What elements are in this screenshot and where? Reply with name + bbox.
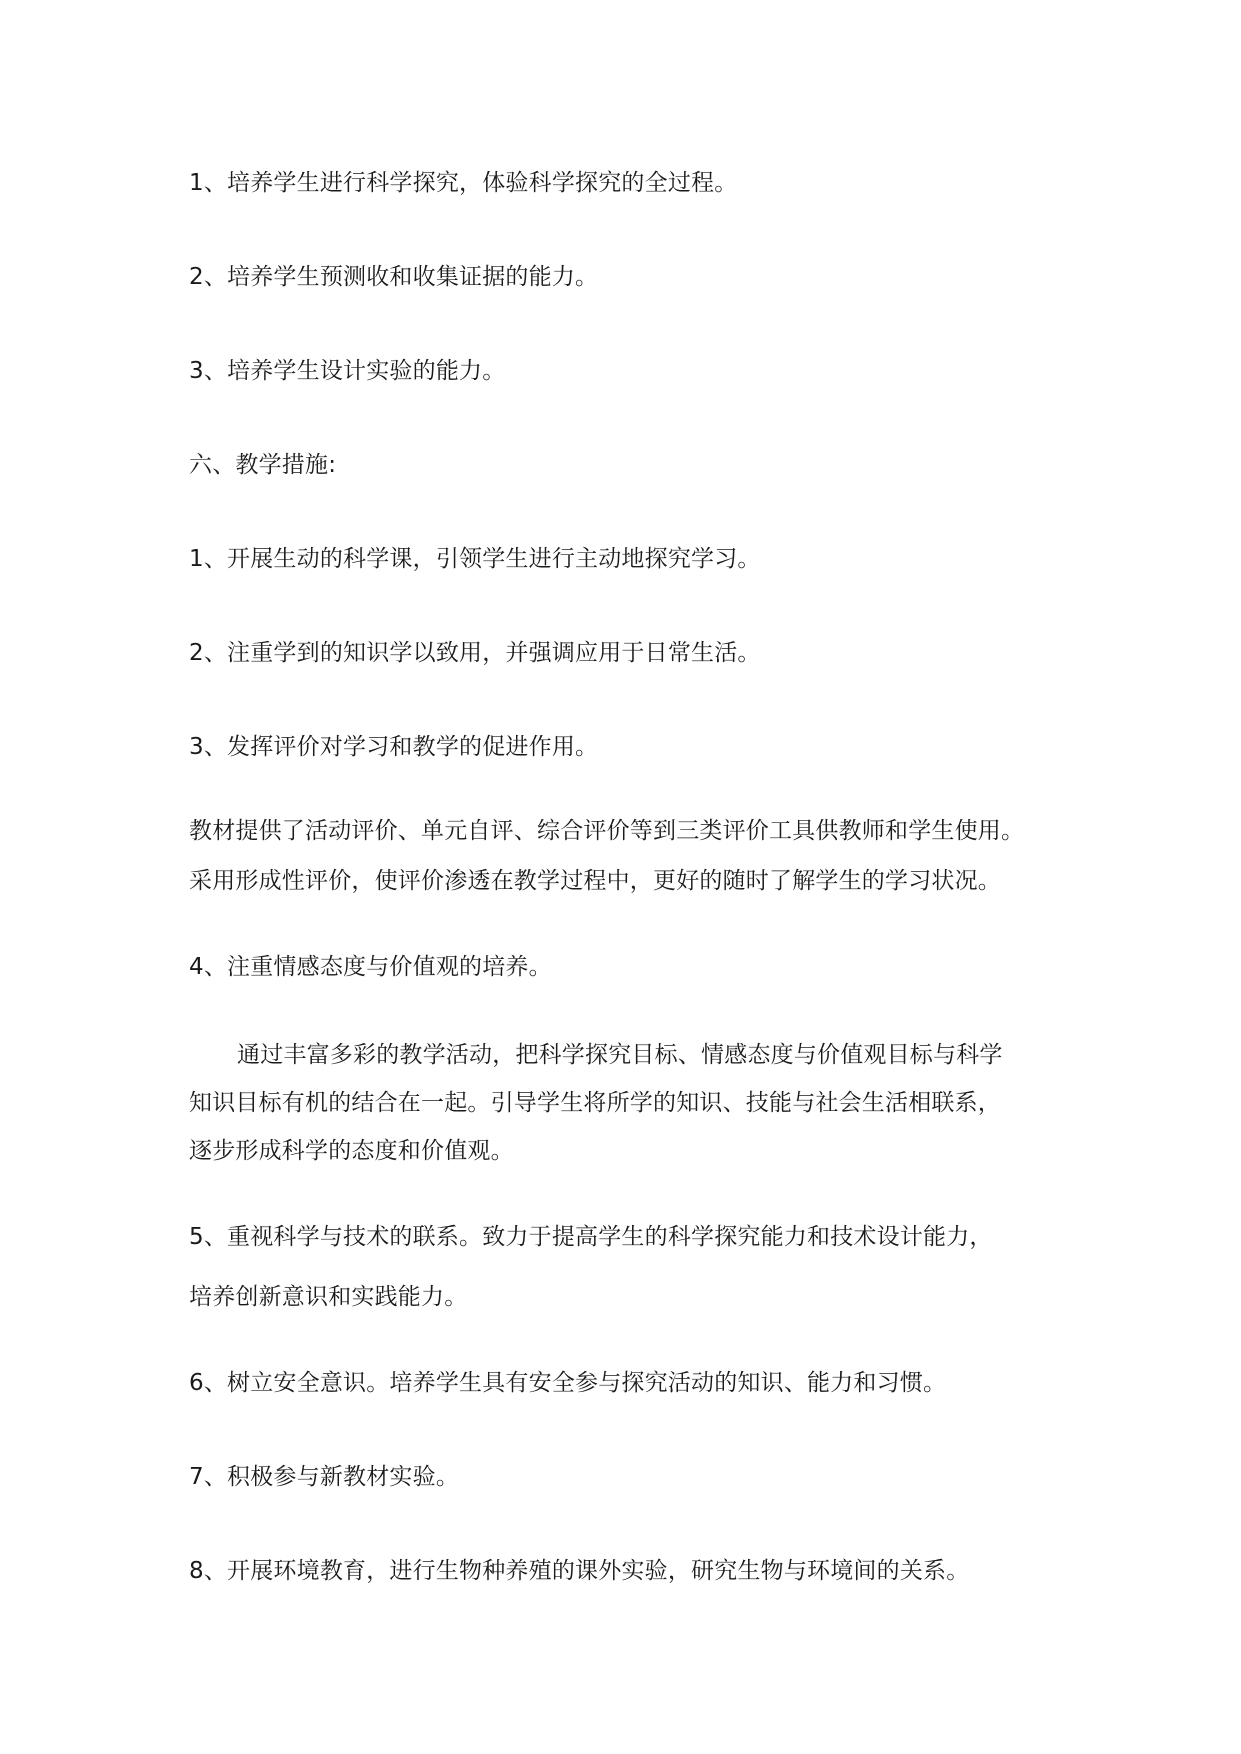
paragraph-goals-line-2: 知识目标有机的结合在一起。引导学生将所学的知识、技能与社会生活相联系， — [189, 1090, 1001, 1116]
measure-item-5-line-2: 培养创新意识和实践能力。 — [189, 1284, 468, 1310]
measure-item-3: 3、发挥评价对学习和教学的促进作用。 — [189, 734, 599, 760]
goal-item-2: 2、培养学生预测收和收集证据的能力。 — [189, 264, 599, 290]
paragraph-goals-line-1: 通过丰富多彩的教学活动，把科学探究目标、情感态度与价值观目标与科学 — [237, 1042, 1003, 1068]
paragraph-goals-line-3: 逐步形成科学的态度和价值观。 — [189, 1138, 514, 1164]
goal-item-1: 1、培养学生进行科学探究，体验科学探究的全过程。 — [189, 170, 738, 196]
measure-item-1: 1、开展生动的科学课，引领学生进行主动地探究学习。 — [189, 546, 761, 572]
measure-item-6: 6、树立安全意识。培养学生具有安全参与探究活动的知识、能力和习惯。 — [189, 1370, 947, 1396]
goal-item-3: 3、培养学生设计实验的能力。 — [189, 358, 506, 384]
paragraph-evaluation-line-1: 教材提供了活动评价、单元自评、综合评价等到三类评价工具供教师和学生使用。 — [189, 818, 1025, 844]
measure-item-7: 7、积极参与新教材实验。 — [189, 1464, 460, 1490]
measure-item-5-line-1: 5、重视科学与技术的联系。致力于提高学生的科学探究能力和技术设计能力， — [189, 1224, 993, 1250]
measure-item-2: 2、注重学到的知识学以致用，并强调应用于日常生活。 — [189, 640, 761, 666]
measure-item-4: 4、注重情感态度与价值观的培养。 — [189, 954, 552, 980]
paragraph-evaluation-line-2: 采用形成性评价，使评价渗透在教学过程中，更好的随时了解学生的学习状况。 — [189, 868, 1001, 894]
section-heading-teaching-measures: 六、教学措施: — [189, 452, 337, 478]
measure-item-8: 8、开展环境教育，进行生物种养殖的课外实验，研究生物与环境间的关系。 — [189, 1558, 970, 1584]
